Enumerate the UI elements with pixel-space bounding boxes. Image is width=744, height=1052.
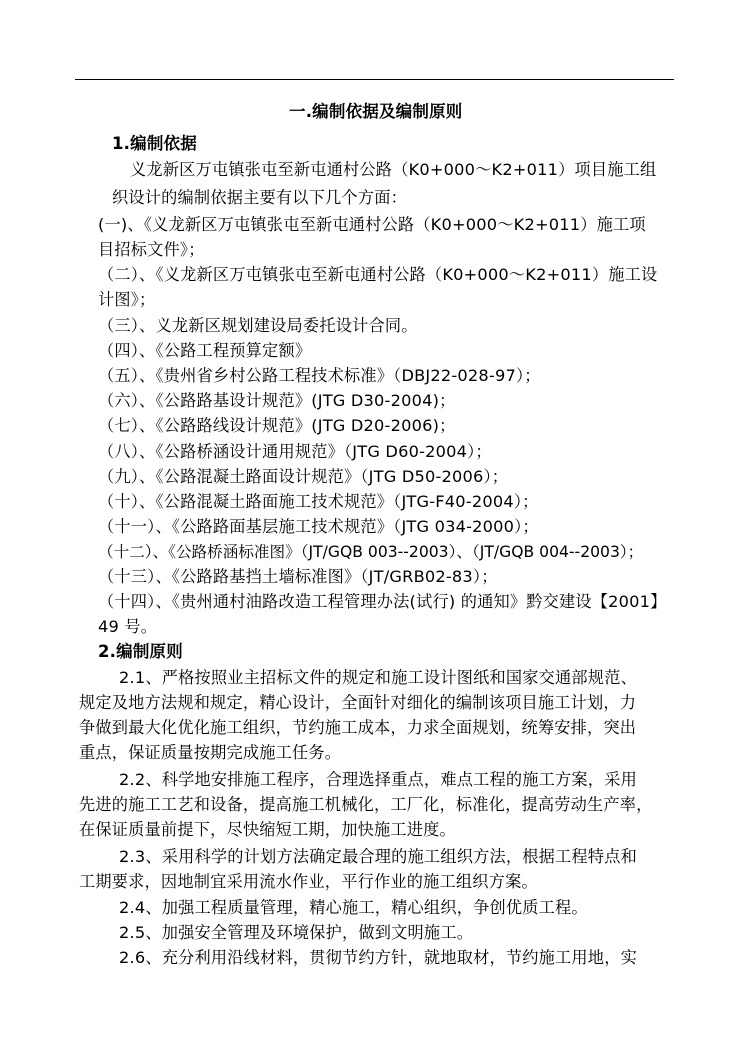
section1-line: （三）、义龙新区规划建设局委托设计合同。 xyxy=(98,316,418,335)
section1-heading: 1.编制依据 xyxy=(112,134,197,153)
section2-line: 重点，保证质量按期完成施工任务。 xyxy=(79,743,342,762)
section2-line: 工期要求，因地制宜采用流水作业，平行作业的施工组织方案。 xyxy=(79,872,538,891)
header-rule xyxy=(75,79,674,80)
section1-line: 织设计的编制依据主要有以下几个方面： xyxy=(112,188,407,207)
document-title: 一.编制依据及编制原则 xyxy=(289,102,463,121)
section1-line: 计图》； xyxy=(98,290,156,309)
section1-line: （四）、《公路工程预算定额》 xyxy=(98,341,312,360)
section2-line: 规定及地方法规和规定，精心设计，全面针对细化的编制该项目施工计划，力 xyxy=(79,693,637,712)
section1-line: （九）、《公路混凝土路面设计规范》（JTG D50-2006）； xyxy=(98,467,509,486)
section2-line: 2.6、充分利用沿线材料，贯彻节约方针，就地取材，节约施工用地，实 xyxy=(119,948,637,967)
section2-line: 先进的施工工艺和设备，提高施工机械化，工厂化，标准化，提高劳动生产率， xyxy=(79,795,653,814)
section2-line: 2.3、采用科学的计划方法确定最合理的施工组织方法，根据工程特点和 xyxy=(119,847,637,866)
section2-heading: 2.编制原则 xyxy=(98,642,183,661)
section2-line: 2.5、加强安全管理及环境保护，做到文明施工。 xyxy=(119,923,474,942)
section1-line: （十二）、《公路桥涵标准图》（JT/GQB 003--2003）、（JT/GQB 004--2003）； xyxy=(98,543,644,561)
section1-line: （十一）、《公路路面基层施工技术规范》（JTG 034-2000）； xyxy=(98,517,539,536)
section1-line: 49 号。 xyxy=(98,617,158,636)
section2-line: 2.2、科学地安排施工程序，合理选择重点，难点工程的施工方案，采用 xyxy=(119,770,637,789)
section1-line: （十）、《公路混凝土路面施工技术规范》（JTG-F40-2004）； xyxy=(98,492,539,511)
section2-line: 争做到最大化优化施工组织，节约施工成本，力求全面规划，统筹安排，突出 xyxy=(79,718,637,737)
section1-line: （六）、《公路路基设计规范》(JTG D30-2004)； xyxy=(98,391,456,410)
section2-line: 在保证质量前提下，尽快缩短工期，加快施工进度。 xyxy=(79,820,456,839)
section1-line: (一)、《义龙新区万屯镇张屯至新屯通村公路（K0+000～K2+011）施工项 xyxy=(98,215,646,234)
section1-line: （十四）、《贵州通村油路改造工程管理办法(试行) 的通知》黔交建设【2001】 xyxy=(98,592,667,611)
section1-line: （七）、《公路路线设计规范》(JTG D20-2006)； xyxy=(98,416,456,435)
section1-line: （八）、《公路桥涵设计通用规范》（JTG D60-2004）； xyxy=(98,442,492,461)
section2-line: 2.4、加强工程质量管理，精心施工，精心组织，争创优质工程。 xyxy=(119,898,588,917)
section2-line: 2.1、严格按照业主招标文件的规定和施工设计图纸和国家交通部规范、 xyxy=(119,668,637,687)
section1-line: 目招标文件》； xyxy=(98,240,205,259)
section1-line: （五）、《贵州省乡村公路工程技术标准》（DBJ22-028-97）； xyxy=(98,366,541,385)
section1-line: （十三）、《公路路基挡土墙标准图》（JT/GRB02-83）； xyxy=(98,567,498,586)
section1-line: （二）、《义龙新区万屯镇张屯至新屯通村公路（K0+000～K2+011）施工设 xyxy=(98,265,658,284)
section1-line: 义龙新区万屯镇张屯至新屯通村公路（K0+000～K2+011）项目施工组 xyxy=(130,160,657,179)
